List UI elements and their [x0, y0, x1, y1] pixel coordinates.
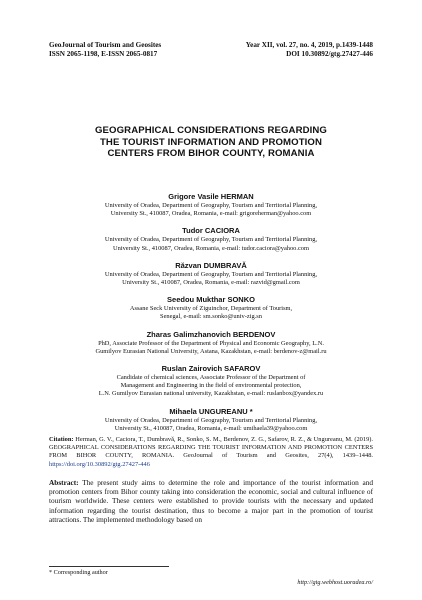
footnote: * Corresponding author: [49, 569, 108, 576]
author-block: [49, 295, 373, 321]
title-line: GEOGRAPHICAL CONSIDERATIONS REGARDING: [94, 125, 327, 136]
issue-volume: Year XII, vol. 27, no. 4, 2019, p.1439-1448: [245, 41, 373, 49]
footnote-divider: [49, 566, 169, 567]
abstract-label: Abstract:: [49, 478, 79, 487]
paper-title: [49, 125, 373, 160]
author-block: [49, 192, 373, 218]
author-affiliation: Gumilyov Eurasian National University, Astana, Kazakhstan, e-mail: berdenov-z@mail.ru: [95, 347, 327, 355]
author-name: Răzvan DUMBRAVĂ: [175, 260, 247, 270]
author-name: Zharas Galimzhanovich BERDENOV: [146, 329, 276, 339]
author-affiliation: University of Oradea, Department of Geography, Tourism and Territorial Planning,: [104, 416, 318, 424]
journal-name: GeoJournal of Tourism and Geosites: [49, 41, 162, 49]
author-name: Seedou Mukthar SONKO: [167, 295, 255, 305]
journal-issn: ISSN 2065-1198, E-ISSN 2065-0817: [49, 50, 158, 59]
author-list: [49, 192, 373, 441]
author-block: [49, 364, 373, 399]
abstract-paragraph: [49, 478, 373, 524]
author-affiliation: University St., 410087, Oradea, Romania, e-mail: umihaela39@yahoo.com: [114, 424, 308, 432]
author-affiliation: Candidate of chemical sciences, Associate Professor of the Department of: [116, 374, 306, 382]
author-affiliation: Senegal, e-mail: sm.sonko@univ-zig.sn: [160, 313, 262, 321]
journal-info: [49, 41, 161, 60]
author-affiliation: University St., 410087, Oradea, Romania, e-mail: razvid@gmail.com: [122, 279, 300, 287]
author-affiliation: University St., 410087, Oradea, Romania, e-mail: tudor.caciora@yahoo.com: [113, 244, 309, 252]
author-affiliation: University St., 410087, Oradea, Romania, e-mail: grigoreherman@yahoo.com: [110, 210, 312, 218]
journal-url[interactable]: http://gtg.webhost.uoradea.ro/: [297, 579, 373, 586]
author-affiliation: L.N. Gumilyov Eurasian national university, Kazakhstan, e-mail: ruslanbox@yandex.ru: [98, 390, 324, 398]
author-name: Mihaela UNGUREANU *: [169, 406, 253, 416]
author-affiliation: Management and Engineering in the field of environmental protection,: [120, 382, 302, 390]
citation-paragraph: [49, 436, 373, 469]
author-block: [49, 261, 373, 287]
title-line: CENTERS FROM BIHOR COUNTY, ROMANIA: [107, 148, 315, 159]
journal-header: [49, 41, 373, 61]
author-affiliation: PhD, Associate Professor of the Department of Physical and Economic Geography, L.N.: [98, 339, 324, 347]
author-affiliation: Assane Seck University of Ziguinchor, Department of Tourism,: [129, 305, 293, 313]
doi-link[interactable]: https://doi.org/10.30892/gtg.27427-446: [49, 460, 150, 468]
author-affiliation: University of Oradea, Department of Geography, Tourism and Territorial Planning,: [104, 236, 318, 244]
citation-label: Citation:: [49, 436, 74, 443]
author-name: Ruslan Zairovich SAFAROV: [161, 364, 261, 374]
author-name: Grigore Vasile HERMAN: [168, 192, 254, 201]
author-name: Tudor CACIORA: [182, 226, 240, 236]
abstract-text: The present study aims to determine the role and importance of the tourist information and promotion centers from Bihor county taking into consideration the economic, social and cultural influence of tourism worldwide. These centers were established to provide tourists with the necessary and updated information regarding the tourist destination, thus to become a major part in the promotion of tourist attractions. The implemented methodology based on: [49, 478, 373, 524]
author-block: [49, 330, 373, 356]
author-affiliation: University of Oradea, Department of Geography, Tourism and Territorial Planning,: [104, 270, 318, 278]
author-block: [49, 226, 373, 252]
title-line: THE TOURIST INFORMATION AND PROMOTION: [99, 136, 323, 148]
author-block: [49, 407, 373, 433]
author-affiliation: University of Oradea, Department of Geography, Tourism and Territorial Planning,: [104, 202, 318, 209]
issue-info: [246, 41, 373, 60]
citation-text: Herman, G. V., Caciora, T., Dumbravă, R., Sonko, S. M., Berdenov, Z. G., Safarov, R. Z., & Ungureanu, M. (2019). GEOGRAPHICAL CONSIDERATIONS REGARDING THE TOURIST INFORMATION AND PROMOTION CENTERS FROM BIHOR COUNTY, ROMANIA. GeoJournal of Tourism and Geosites, 27(4), 1439–1448.: [49, 436, 373, 460]
issue-doi: DOI 10.30892/gtg.27427-446: [286, 50, 373, 59]
